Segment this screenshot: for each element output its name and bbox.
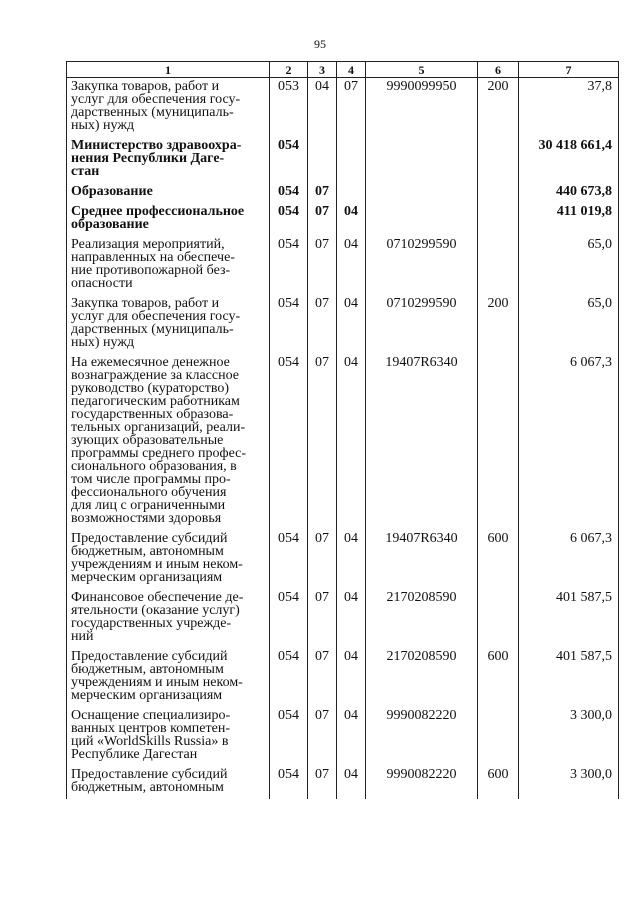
column-header-6: 6 — [478, 62, 519, 78]
row-ministry-code: 054 — [270, 354, 308, 530]
column-header-2: 2 — [270, 62, 308, 78]
row-amount: 3 300,0 — [519, 766, 619, 799]
row-description-line: сионального образования, в — [71, 459, 237, 474]
row-section-code: 07 — [308, 236, 337, 295]
row-description — [67, 589, 270, 648]
row-ministry-code: 054 — [270, 295, 308, 354]
row-description — [67, 766, 270, 799]
row-section-code: 04 — [308, 78, 337, 138]
row-amount: 6 067,3 — [519, 530, 619, 589]
row-section-code: 07 — [308, 183, 337, 203]
row-description-line: Предоставление субсидий — [71, 531, 228, 546]
row-subsection-code: 04 — [337, 589, 366, 648]
row-section-code: 07 — [308, 648, 337, 707]
row-ministry-code: 054 — [270, 648, 308, 707]
row-description-line: нения Республики Даге- — [71, 151, 225, 166]
row-description — [67, 354, 270, 530]
row-description-line: учреждениям и иным неком- — [71, 557, 243, 572]
row-section-code: 07 — [308, 707, 337, 766]
row-amount: 440 673,8 — [519, 183, 619, 203]
row-description-line: Предоставление субсидий — [71, 649, 228, 664]
row-description-line: учреждениям и иным неком- — [71, 675, 243, 690]
row-description-line: Предоставление субсидий — [71, 767, 228, 782]
row-section-code: 07 — [308, 354, 337, 530]
row-subsection-code: 04 — [337, 648, 366, 707]
column-header-3: 3 — [308, 62, 337, 78]
row-expense-type-code — [478, 137, 519, 183]
row-expense-type-code — [478, 236, 519, 295]
row-description-line: педагогическим работникам — [71, 394, 240, 409]
row-description-line: мерческим организациям — [71, 688, 223, 703]
table-row — [67, 78, 619, 138]
table-body — [67, 78, 619, 800]
column-header-4: 4 — [337, 62, 366, 78]
row-expense-type-code: 600 — [478, 648, 519, 707]
row-description-line: ние противопожарной без- — [71, 263, 231, 278]
row-subsection-code: 04 — [337, 530, 366, 589]
table-row — [67, 183, 619, 203]
row-target-article-code: 9990082220 — [366, 766, 478, 799]
row-description — [67, 78, 270, 138]
row-expense-type-code: 200 — [478, 78, 519, 138]
row-expense-type-code — [478, 589, 519, 648]
row-description-line: вознаграждение за классное — [71, 368, 239, 383]
row-description-line: государственных учрежде- — [71, 616, 232, 631]
row-description-line: стан — [71, 164, 100, 179]
table-row — [67, 648, 619, 707]
row-description-line: ных) нужд — [71, 335, 135, 350]
row-ministry-code: 054 — [270, 530, 308, 589]
row-expense-type-code — [478, 707, 519, 766]
row-subsection-code: 04 — [337, 707, 366, 766]
table-row — [67, 295, 619, 354]
row-target-article-code: 0710299590 — [366, 236, 478, 295]
budget-table-container — [66, 61, 618, 799]
row-ministry-code: 054 — [270, 589, 308, 648]
row-amount: 65,0 — [519, 236, 619, 295]
row-description-line: услуг для обеспечения госу- — [71, 309, 241, 324]
row-target-article-code: 9990082220 — [366, 707, 478, 766]
row-description-line: Закупка товаров, работ и — [71, 296, 220, 311]
row-description — [67, 236, 270, 295]
row-subsection-code: 04 — [337, 236, 366, 295]
row-description-line: дарственных (муниципаль- — [71, 322, 234, 337]
row-section-code: 07 — [308, 295, 337, 354]
row-ministry-code: 054 — [270, 203, 308, 236]
row-description — [67, 648, 270, 707]
row-expense-type-code: 200 — [478, 295, 519, 354]
row-ministry-code: 053 — [270, 78, 308, 138]
table-row — [67, 203, 619, 236]
row-subsection-code: 04 — [337, 766, 366, 799]
row-description-line: зующих образовательные — [71, 433, 224, 448]
row-amount: 401 587,5 — [519, 589, 619, 648]
row-description-line: бюджетным, автономным — [71, 780, 224, 795]
row-amount: 30 418 661,4 — [519, 137, 619, 183]
row-subsection-code — [337, 137, 366, 183]
row-description-line: направленных на обеспече- — [71, 250, 235, 265]
row-section-code: 07 — [308, 589, 337, 648]
column-header-5: 5 — [366, 62, 478, 78]
row-target-article-code — [366, 203, 478, 236]
row-ministry-code: 054 — [270, 766, 308, 799]
row-description — [67, 203, 270, 236]
row-ministry-code: 054 — [270, 183, 308, 203]
row-target-article-code: 19407R6340 — [366, 354, 478, 530]
row-amount: 411 019,8 — [519, 203, 619, 236]
table-row — [67, 766, 619, 799]
table-row — [67, 236, 619, 295]
row-description-line: Закупка товаров, работ и — [71, 79, 220, 94]
row-amount: 401 587,5 — [519, 648, 619, 707]
row-ministry-code: 054 — [270, 236, 308, 295]
column-header-7: 7 — [519, 62, 619, 78]
column-header-1: 1 — [67, 62, 270, 78]
row-subsection-code: 04 — [337, 295, 366, 354]
row-description-line: бюджетным, автономным — [71, 544, 224, 559]
row-section-code: 07 — [308, 530, 337, 589]
row-description-line: ванных центров компетен- — [71, 721, 231, 736]
row-description-line: Среднее профессиональное — [71, 204, 245, 219]
row-description-line: государственных образова- — [71, 407, 234, 422]
row-expense-type-code — [478, 354, 519, 530]
row-amount: 6 067,3 — [519, 354, 619, 530]
row-target-article-code: 2170208590 — [366, 648, 478, 707]
row-description-line: Оснащение специализиро- — [71, 708, 231, 723]
row-description-line: мерческим организациям — [71, 570, 223, 585]
table-row — [67, 707, 619, 766]
row-description-line: Образование — [71, 184, 153, 199]
table-header — [67, 62, 619, 78]
row-description-line: руководство (кураторство) — [71, 381, 230, 396]
row-description — [67, 137, 270, 183]
row-expense-type-code: 600 — [478, 766, 519, 799]
row-description-line: На ежемесячное денежное — [71, 355, 230, 370]
row-description-line: ций «WorldSkills Russia» в — [71, 734, 229, 749]
row-target-article-code — [366, 137, 478, 183]
row-description-line: ных) нужд — [71, 118, 135, 133]
row-description-line: бюджетным, автономным — [71, 662, 224, 677]
row-description-line: возможностями здоровья — [71, 511, 222, 526]
row-description-line: Финансовое обеспечение де- — [71, 590, 244, 605]
row-description — [67, 295, 270, 354]
row-target-article-code: 2170208590 — [366, 589, 478, 648]
row-description-line: тельных организаций, реали- — [71, 420, 246, 435]
row-description-line: фессионального обучения — [71, 485, 227, 500]
table-row — [67, 354, 619, 530]
row-ministry-code: 054 — [270, 707, 308, 766]
row-target-article-code: 19407R6340 — [366, 530, 478, 589]
row-ministry-code: 054 — [270, 137, 308, 183]
row-subsection-code — [337, 183, 366, 203]
page-number: 95 — [314, 37, 326, 51]
row-target-article-code: 9990099950 — [366, 78, 478, 138]
row-subsection-code: 04 — [337, 354, 366, 530]
row-description-line: Министерство здравоохра- — [71, 138, 242, 153]
row-description — [67, 530, 270, 589]
row-subsection-code: 04 — [337, 203, 366, 236]
header-row — [67, 62, 619, 78]
row-amount: 37,8 — [519, 78, 619, 138]
row-section-code — [308, 137, 337, 183]
row-expense-type-code — [478, 183, 519, 203]
row-description-line: программы среднего профес- — [71, 446, 247, 461]
table-row — [67, 137, 619, 183]
row-expense-type-code: 600 — [478, 530, 519, 589]
row-description-line: ятельности (оказание услуг) — [71, 603, 240, 618]
row-description-line: услуг для обеспечения госу- — [71, 92, 241, 107]
row-description-line: для лиц с ограниченными — [71, 498, 226, 513]
table-row — [67, 589, 619, 648]
row-target-article-code — [366, 183, 478, 203]
row-subsection-code: 07 — [337, 78, 366, 138]
row-description-line: Реализация мероприятий, — [71, 237, 225, 252]
row-description-line: ний — [71, 629, 94, 644]
row-section-code: 07 — [308, 203, 337, 236]
budget-table — [66, 61, 619, 799]
row-target-article-code: 0710299590 — [366, 295, 478, 354]
row-description-line: образование — [71, 217, 149, 232]
row-description-line: опасности — [71, 276, 133, 291]
row-expense-type-code — [478, 203, 519, 236]
row-description — [67, 183, 270, 203]
row-amount: 3 300,0 — [519, 707, 619, 766]
row-description-line: том числе программы про- — [71, 472, 231, 487]
row-amount: 65,0 — [519, 295, 619, 354]
row-section-code: 07 — [308, 766, 337, 799]
table-row — [67, 530, 619, 589]
row-description-line: Республике Дагестан — [71, 747, 198, 762]
row-description-line: дарственных (муниципаль- — [71, 105, 234, 120]
row-description — [67, 707, 270, 766]
